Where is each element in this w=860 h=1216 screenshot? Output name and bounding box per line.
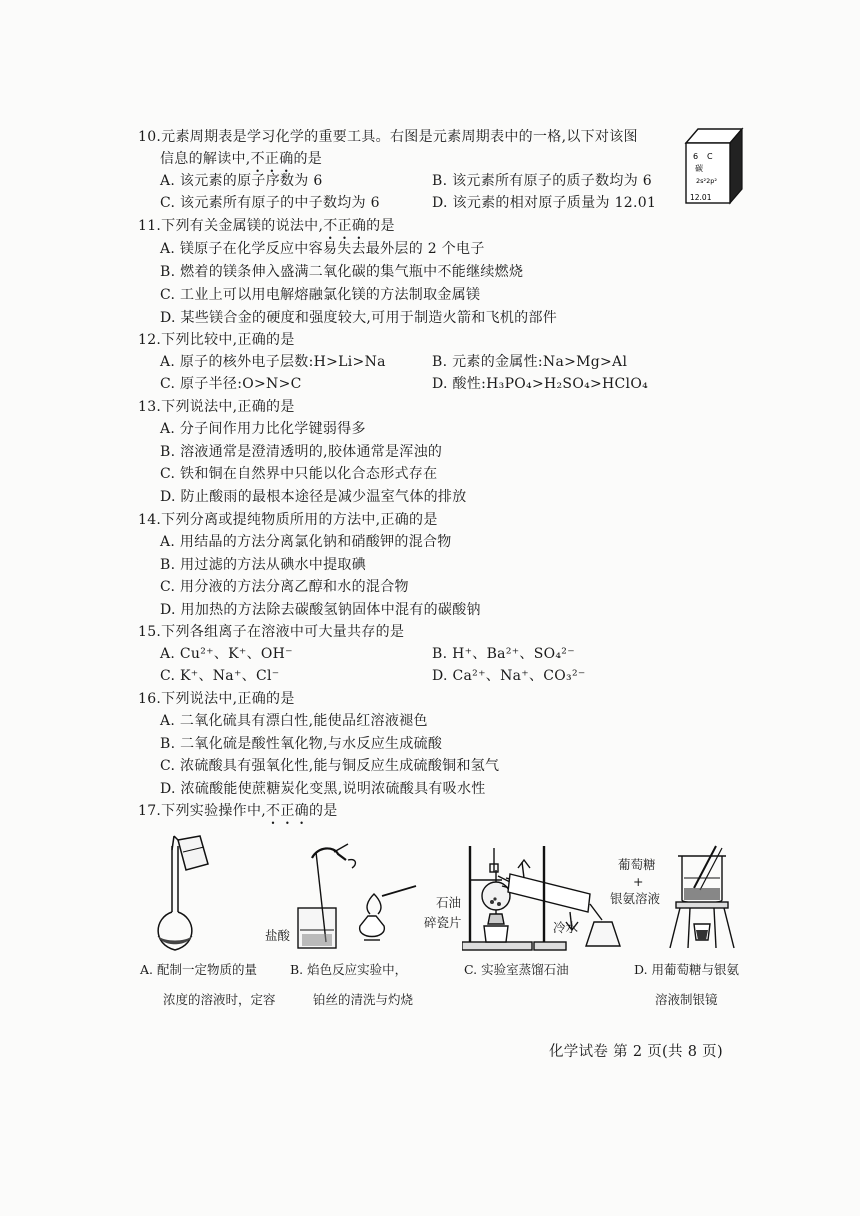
- q14-option-b: B. 用过滤的方法从碘水中提取碘: [160, 557, 366, 573]
- q13-option-a: A. 分子间作用力比化学键弱得多: [160, 421, 366, 437]
- emphasis-char: 确: [351, 218, 367, 234]
- q17-stem-suffix: 的是: [308, 803, 338, 819]
- q11-option-a: A. 镁原子在化学反应中容易失去最外层的 2 个电子: [160, 241, 485, 257]
- q16-option-d: D. 浓硫酸能使蔗糖炭化变黑,说明浓硫酸具有吸水性: [160, 781, 486, 797]
- apparatus-b-flame-test: [290, 842, 420, 954]
- page-footer: 化学试卷 第 2 页(共 8 页): [549, 1044, 723, 1060]
- cell-name: 碳: [695, 164, 703, 173]
- caption-d-line1: D. 用葡萄糖与银氨: [634, 962, 740, 977]
- q15-option-b: B. H⁺、Ba²⁺、SO₄²⁻: [432, 646, 575, 662]
- apparatus-c-distillation: [462, 842, 624, 952]
- q15-option-a: A. Cu²⁺、K⁺、OH⁻: [160, 646, 293, 662]
- periodic-table-cell: [684, 125, 746, 207]
- q13-stem: 13.下列说法中,正确的是: [138, 399, 295, 415]
- caption-a-line2: 浓度的溶液时，定容: [163, 992, 276, 1007]
- q14-stem: 14.下列分离或提纯物质所用的方法中,正确的是: [138, 512, 438, 528]
- q10-stem-line1: 10.元素周期表是学习化学的重要工具。右图是元素周期表中的一格,以下对该图: [138, 129, 638, 145]
- q16-option-a: A. 二氧化硫具有漂白性,能使品红溶液褪色: [160, 713, 428, 729]
- q16-option-b: B. 二氧化硫是酸性氧化物,与水反应生成硫酸: [160, 736, 443, 752]
- q11-option-b: B. 燃着的镁条伸入盛满二氧化碳的集气瓶中不能继续燃烧: [160, 264, 524, 280]
- emphasis-char: 确: [294, 803, 309, 819]
- emphasis-char: 不: [323, 218, 338, 234]
- q10-stem-line2: [160, 150, 322, 168]
- cell-atomic-mass: 12.01: [690, 193, 712, 202]
- q10-stem-prefix: 信息的解读中,: [160, 151, 251, 167]
- q11-stem: [138, 217, 395, 235]
- q12-option-c: C. 原子半径:O>N>C: [160, 376, 302, 392]
- q12-option-b: B. 元素的金属性:Na>Mg>Al: [432, 354, 628, 370]
- q15-option-d: D. Ca²⁺、Na⁺、CO₃²⁻: [432, 668, 586, 684]
- q14-option-c: C. 用分液的方法分离乙醇和水的混合物: [160, 579, 409, 595]
- q16-stem: 16.下列说法中,正确的是: [138, 691, 295, 707]
- caption-c: C. 实验室蒸馏石油: [464, 962, 569, 977]
- label-petroleum: 石油: [436, 895, 462, 910]
- emphasis-char: 正: [264, 151, 280, 167]
- q10-option-a: A. 该元素的原子序数为 6: [160, 173, 323, 189]
- caption-b-line1: B. 焰色反应实验中，: [290, 962, 408, 977]
- apparatus-a-volumetric-flask: [150, 826, 230, 954]
- q11-emphasis: [323, 218, 366, 234]
- q11-option-c: C. 工业上可以用电解熔融氯化镁的方法制取金属镁: [160, 287, 481, 303]
- q17-stem: [138, 802, 338, 820]
- emphasis-char: 不: [266, 803, 281, 819]
- emphasis-char: 正: [337, 218, 352, 234]
- q15-option-c: C. K⁺、Na⁺、Cl⁻: [160, 668, 280, 684]
- q13-option-c: C. 铁和铜在自然界中只能以化合态形式存在: [160, 466, 438, 482]
- label-silver-ammonia: 银氨溶液: [610, 891, 661, 906]
- q17-emphasis: [266, 803, 309, 819]
- emphasis-char: 正: [280, 803, 295, 819]
- q10-option-b: B. 该元素所有原子的质子数均为 6: [432, 173, 652, 189]
- q10-option-c: C. 该元素所有原子的中子数均为 6: [160, 195, 380, 211]
- label-hydrochloric-acid: 盐酸: [265, 928, 291, 943]
- q12-option-a: A. 原子的核外电子层数:H>Li>Na: [160, 354, 386, 370]
- emphasis-char: 确: [279, 151, 294, 167]
- q11-option-d: D. 某些镁合金的硬度和强度较大,可用于制造火箭和飞机的部件: [160, 310, 558, 326]
- q10-stem-suffix: 的是: [293, 151, 323, 167]
- q17-stem-prefix: 17.下列实验操作中,: [138, 803, 267, 819]
- q13-option-b: B. 溶液通常是澄清透明的,胶体通常是浑浊的: [160, 444, 443, 460]
- q14-option-a: A. 用结晶的方法分离氯化钠和硝酸钾的混合物: [160, 534, 452, 550]
- label-plus: +: [633, 874, 644, 889]
- emphasis-char: 不: [250, 151, 265, 167]
- q12-stem: 12.下列比较中,正确的是: [138, 332, 295, 348]
- caption-a-line1: A. 配制一定物质的量: [140, 962, 257, 977]
- q11-stem-suffix: 的是: [366, 218, 395, 234]
- q10-emphasis: [251, 151, 294, 167]
- q11-stem-prefix: 11.下列有关金属镁的说法中,: [138, 218, 324, 234]
- q12-option-d: D. 酸性:H₃PO₄>H₂SO₄>HClO₄: [432, 376, 649, 392]
- caption-b-line2: 铂丝的清洗与灼烧: [313, 992, 414, 1007]
- q16-option-c: C. 浓硫酸具有强氧化性,能与铜反应生成硫酸铜和氢气: [160, 758, 500, 774]
- q15-stem: 15.下列各组离子在溶液中可大量共存的是: [138, 624, 405, 640]
- label-glucose: 葡萄糖: [618, 857, 656, 872]
- cell-symbol: C: [707, 152, 713, 161]
- q13-option-d: D. 防止酸雨的最根本途径是减少温室气体的排放: [160, 489, 467, 505]
- q10-option-d: D. 该元素的相对原子质量为 12.01: [432, 195, 657, 211]
- cell-electron-config: 2s²2p²: [696, 177, 717, 185]
- label-cold-water: 冷水: [553, 920, 579, 935]
- q14-option-d: D. 用加热的方法除去碳酸氢钠固体中混有的碳酸钠: [160, 602, 481, 618]
- apparatus-d-silver-mirror: [660, 844, 744, 954]
- label-porcelain-chips: 碎瓷片: [424, 915, 462, 930]
- caption-d-line2: 溶液制银镜: [655, 992, 718, 1007]
- cell-atomic-number: 6: [693, 152, 699, 161]
